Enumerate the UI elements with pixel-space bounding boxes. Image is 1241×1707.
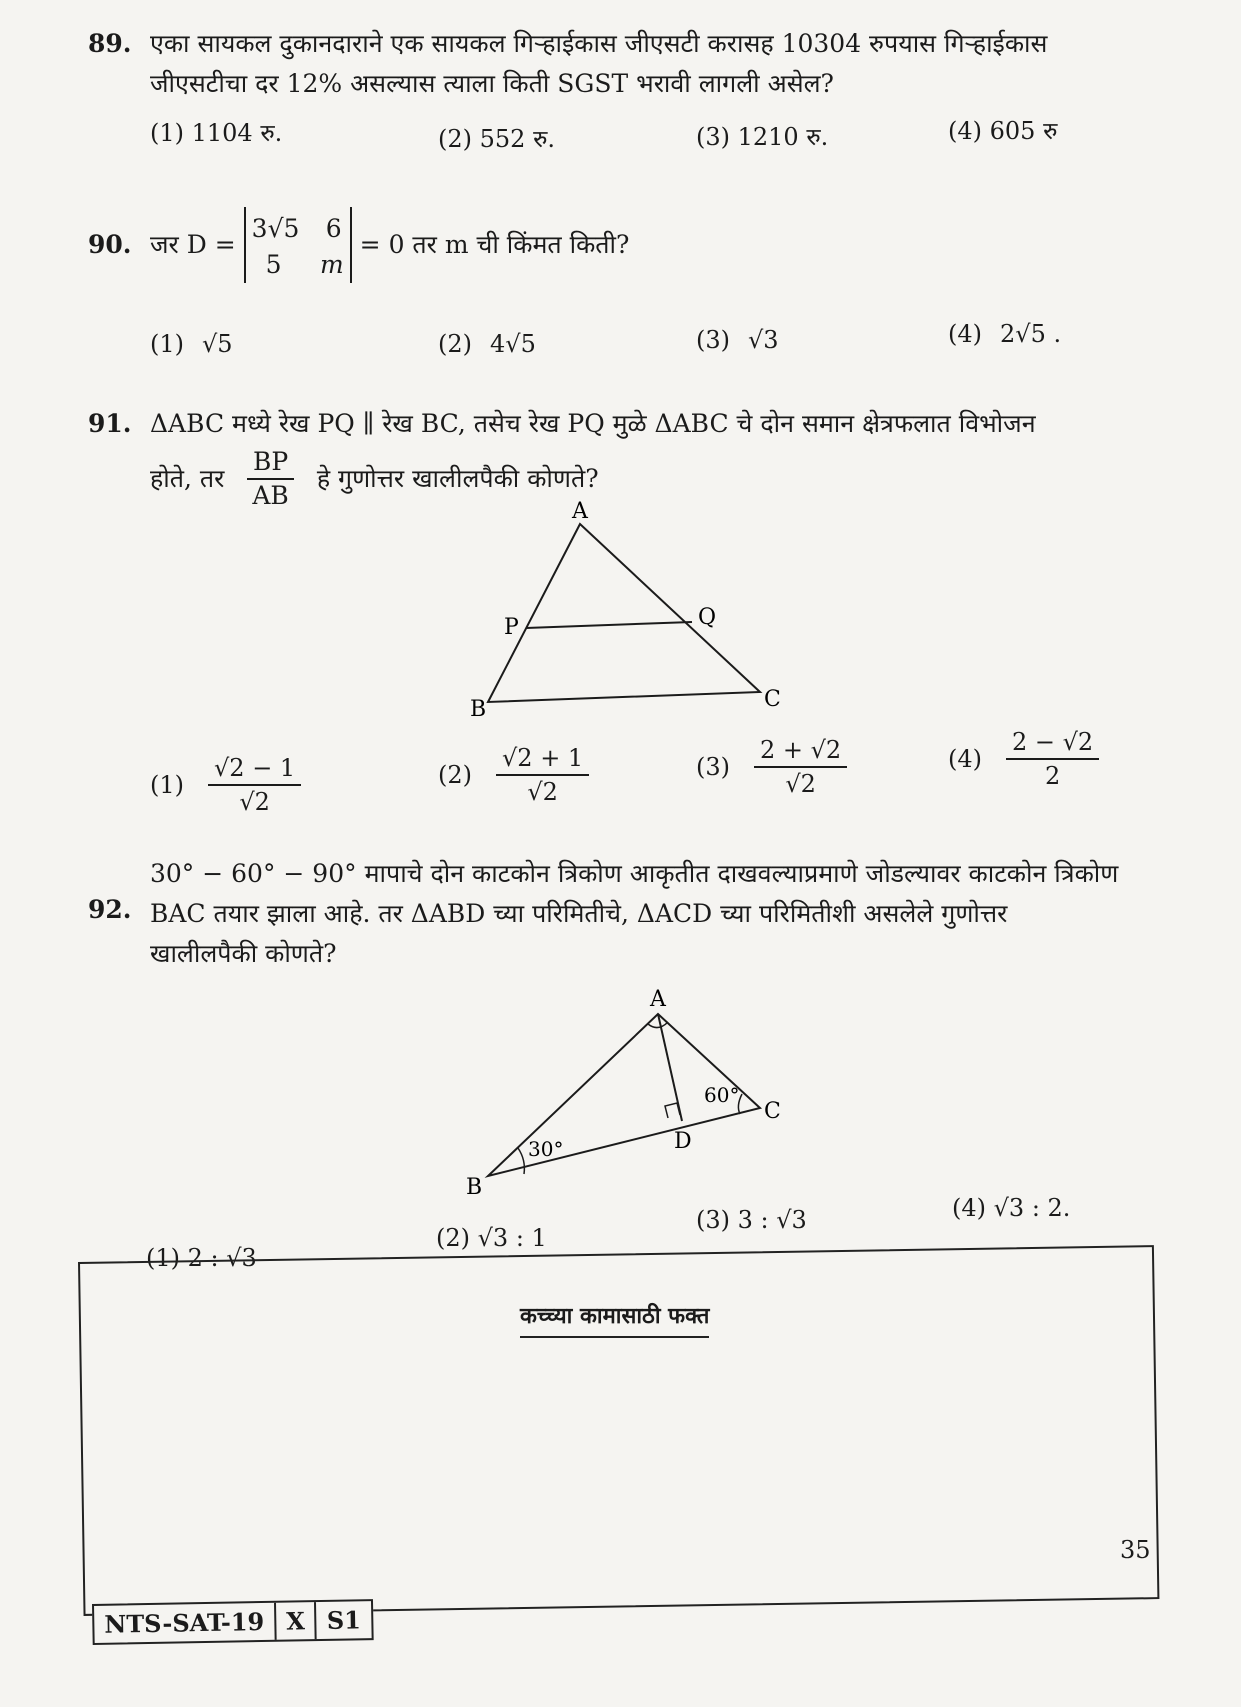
- point-label-p: P: [504, 615, 519, 640]
- question-line: BAC तयार झाला आहे. तर ΔABD च्या परिमितीचे, ΔACD च्या परिमितीशी असलेले गुणोत्तर: [150, 899, 1008, 928]
- option-2: [438, 742, 595, 808]
- option-2: (2) 552 रु.: [438, 125, 556, 153]
- determinant: [244, 207, 352, 283]
- option-1: (1) 1104 रु.: [150, 119, 283, 147]
- question-line: 30° − 60° − 90° मापाचे दोन काटकोन त्रिकोण आकृतीत दाखवल्याप्रमाणे जोडल्यावर काटकोन त्रिकोण: [150, 859, 1119, 888]
- fraction-denominator: AB: [252, 481, 289, 510]
- option-number: (3): [696, 753, 730, 781]
- question-text: [150, 854, 1148, 974]
- option-value: 2√5 .: [1000, 320, 1062, 348]
- option-number: (4): [948, 745, 982, 773]
- fraction-numerator: BP: [247, 446, 294, 480]
- exam-code: NTS-SAT-19: [94, 1603, 276, 1643]
- option-1: (1) 2 : √3: [146, 1244, 257, 1272]
- point-label-q: Q: [698, 605, 717, 630]
- option-fraction: [496, 742, 589, 808]
- option-value: 4√5: [490, 330, 536, 358]
- vertex-label-b: B: [470, 697, 487, 720]
- option-value: √5: [202, 330, 233, 358]
- triangle-figure-abc: [460, 500, 790, 720]
- det-c: 5: [265, 250, 282, 279]
- angle-arc-b: [518, 1148, 524, 1174]
- fraction-denominator: √2: [785, 770, 816, 798]
- question-suffix: = 0 तर m ची किंमत किती?: [359, 230, 630, 259]
- question-line: जीएसटीचा दर 12% असल्यास त्याला किती SGST भरावी लागली असेल?: [150, 69, 834, 98]
- option-3: [696, 734, 853, 800]
- option-3: (3) 1210 रु.: [696, 123, 829, 151]
- right-angle-mark-d: [665, 1103, 680, 1118]
- question-number: 91.: [88, 409, 132, 438]
- option-fraction: [1006, 726, 1099, 792]
- det-b: 6: [325, 214, 342, 243]
- det-d: m: [319, 250, 344, 279]
- question-number: 89.: [88, 29, 132, 58]
- vertex-label-c: C: [764, 1099, 781, 1124]
- question-text-part: होते, तर: [150, 464, 225, 493]
- option-1: [150, 330, 233, 358]
- option-2: (2) √3 : 1: [436, 1224, 547, 1252]
- question-line: ΔABC मध्ये रेख PQ ∥ रेख BC, तसेच रेख PQ मुळे ΔABC चे दोन समान क्षेत्रफलात विभोजन: [150, 409, 1036, 438]
- det-a: 3√5: [251, 214, 300, 243]
- option-number: (1): [150, 330, 184, 358]
- option-number: (4): [948, 320, 982, 348]
- option-fraction: [754, 734, 847, 800]
- vertex-label-c: C: [764, 687, 781, 712]
- option-number: (2): [438, 330, 472, 358]
- question-91: [88, 404, 1148, 510]
- fraction-numerator: 2 − √2: [1006, 726, 1099, 760]
- option-number: (2): [438, 761, 472, 789]
- question-text: [150, 24, 1148, 104]
- angle-label-c: 60°: [704, 1083, 740, 1107]
- fraction-denominator: √2: [527, 778, 558, 806]
- option-2: [438, 330, 536, 358]
- question-prefix: जर D =: [150, 230, 236, 259]
- triangle-figure-bac: [460, 984, 800, 1204]
- option-fraction: [208, 752, 301, 818]
- vertex-label-a: A: [650, 987, 666, 1012]
- fraction-numerator: √2 + 1: [496, 742, 589, 776]
- option-4: (4) 605 रु: [948, 117, 1058, 145]
- option-4: [948, 726, 1105, 792]
- question-text: [150, 404, 1148, 512]
- option-number: (1): [150, 771, 184, 799]
- fraction-numerator: √2 − 1: [208, 752, 301, 786]
- option-3: [696, 326, 779, 354]
- angle-label-b: 30°: [528, 1137, 564, 1161]
- rough-work-title: कच्च्या कामासाठी फक्त: [520, 1300, 709, 1338]
- triangle-abc: [488, 524, 760, 702]
- option-value: √3: [748, 326, 779, 354]
- fraction-numerator: 2 + √2: [754, 734, 847, 768]
- question-number: 90.: [88, 230, 132, 259]
- vertex-label-b: B: [466, 1175, 483, 1200]
- option-1: [150, 752, 307, 818]
- fraction-denominator: √2: [239, 788, 270, 816]
- class-code: X: [276, 1602, 317, 1640]
- page-number: 35: [1120, 1536, 1151, 1564]
- question-line: एका सायकल दुकानदाराने एक सायकल गिऱ्हाईकास जीएसटी करासह 10304 रुपयास गिऱ्हाईकास: [150, 29, 1048, 58]
- option-3: (3) 3 : √3: [696, 1206, 807, 1234]
- question-number: 92.: [88, 895, 132, 924]
- question-text: [150, 195, 1148, 295]
- option-4: (4) √3 : 2.: [952, 1194, 1071, 1222]
- ratio-fraction: [246, 446, 294, 512]
- point-label-d: D: [674, 1129, 692, 1154]
- question-92: [88, 854, 1148, 994]
- footer-code-box: [92, 1599, 373, 1645]
- segment-pq: [526, 622, 692, 628]
- option-4: [948, 320, 1061, 348]
- set-code: S1: [326, 1605, 362, 1635]
- right-angle-mark-a: [648, 1022, 668, 1028]
- fraction-denominator: 2: [1044, 762, 1061, 790]
- option-number: (3): [696, 326, 730, 354]
- question-text-part: हे गुणोत्तर खालीलपैकी कोणते?: [316, 464, 599, 493]
- question-line: खालीलपैकी कोणते?: [150, 939, 337, 968]
- vertex-label-a: A: [572, 500, 588, 524]
